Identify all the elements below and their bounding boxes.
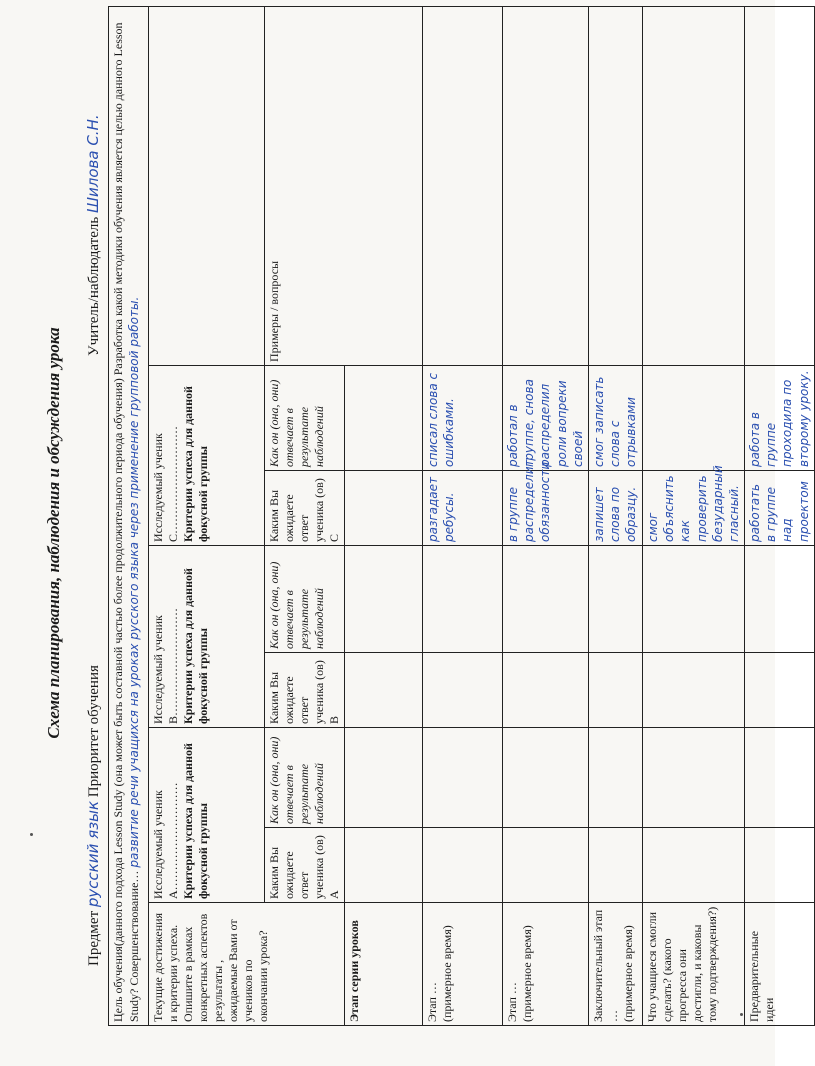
b-how-4 (642, 546, 744, 653)
a-how-5 (745, 728, 815, 828)
b-how-head: Как он (она, они) отвечает в результате наблюдений (265, 546, 345, 653)
stage-1-title: Этап … (425, 982, 439, 1022)
observer-value: Шилова С.Н. (84, 114, 102, 214)
c-expect-0 (345, 471, 423, 546)
a-expect-4 (642, 828, 744, 903)
subject-value: русский язык (84, 800, 102, 908)
b-how-3 (588, 546, 642, 653)
student-c-header (149, 366, 265, 546)
b-how-0 (345, 546, 423, 653)
a-how-4 (642, 728, 744, 828)
b-expect-4 (642, 653, 744, 728)
a-how-2 (503, 728, 589, 828)
examples-5 (745, 6, 815, 365)
final-stage-time: (примерное время) (620, 925, 635, 1022)
c-expect-4: смог объяснить как проверить безударный гласный. (642, 471, 744, 546)
b-expect-0 (345, 653, 423, 728)
c-how-4 (642, 366, 744, 471)
c-how-2: работал в группе, снова распределил роли вопреки своей (503, 366, 589, 471)
stage-2 (503, 903, 589, 1026)
subject-line (84, 665, 103, 966)
c-how-1: списал слова с ошибками. (423, 366, 503, 471)
page-title: Схема планирования, наблюдения и обсуждения урока (44, 327, 63, 739)
student-c-criteria: Критерии успеха для данной фокусной группы (181, 386, 210, 542)
blank-top-cell (149, 6, 265, 365)
criteria-cell: Текущие достижения и критерии успеха. Опишите в рамках конкретных аспектов результаты , ожидаемые Вами от учеников по окончании урока? (149, 903, 345, 1026)
a-how-3 (588, 728, 642, 828)
ideas-cell: Предварительные идеи (745, 903, 815, 1026)
b-how-1 (423, 546, 503, 653)
lesson-study-table (108, 6, 815, 1026)
a-expect-1 (423, 828, 503, 903)
examples-header: Примеры / вопросы (265, 6, 423, 365)
a-how-0 (345, 728, 423, 828)
observer-label: Учитель/наблюдатель (86, 216, 102, 356)
c-expect-2: в группе распределит обязанности (503, 471, 589, 546)
c-how-0 (345, 366, 423, 471)
scan-speck (30, 833, 33, 836)
examples-2 (503, 6, 589, 365)
observer-line (84, 114, 103, 356)
a-expect-3 (588, 828, 642, 903)
final-stage-title: Заключительный этап … (590, 909, 620, 1022)
student-b-title: Исследуемый ученик В……………………… (151, 607, 180, 724)
b-how-5 (745, 546, 815, 653)
final-stage (588, 903, 642, 1026)
scan-speck (740, 1013, 743, 1016)
stage-2-title: Этап … (505, 982, 519, 1022)
b-expect-1 (423, 653, 503, 728)
b-expect-2 (503, 653, 589, 728)
stage-2-time: (примерное время) (520, 925, 534, 1022)
c-expect-1: разгадает ребусы. (423, 471, 503, 546)
c-how-head: Как он (она, они) отвечает в результате наблюдений (265, 366, 345, 471)
priority-label: Приоритет обучения (86, 665, 102, 798)
c-expect-head: Каким Вы ожидаете ответ ученика (ов) С (265, 471, 345, 546)
b-how-2 (503, 546, 589, 653)
examples-1 (423, 6, 503, 365)
progress-cell: Что учащиеся смогли сделать? (какого прогресса они достигли, и каковы тому подтверждения?) (642, 903, 744, 1026)
a-expect-head: Каким Вы ожидаете ответ ученика (ов) А (265, 828, 345, 903)
stage-1 (423, 903, 503, 1026)
student-a-header (149, 728, 265, 903)
examples-3 (588, 6, 642, 365)
c-expect-3: запишет слова по образцу. (588, 471, 642, 546)
a-how-head: Как он (она, они) отвечает в результате наблюдений (265, 728, 345, 828)
a-expect-5 (745, 828, 815, 903)
a-expect-2 (503, 828, 589, 903)
student-b-header (149, 546, 265, 728)
a-expect-0 (345, 828, 423, 903)
goal-text: Цель обучения(данного подхода Lesson Study (она может быть составной частью более продолжительного периода обучения) Разработка какой методики обучения является целью данного Lesson Study? Совершенствование… (111, 22, 141, 1022)
student-c-title: Исследуемый ученик С……………………… (151, 425, 180, 542)
student-b-criteria: Критерии успеха для данной фокусной группы (181, 568, 210, 724)
c-expect-5: работать в группе над проектом (745, 471, 815, 546)
b-expect-head: Каким Вы ожидаете ответ ученика (ов) В (265, 653, 345, 728)
student-a-criteria: Критерии успеха для данной фокусной группы (181, 743, 210, 899)
b-expect-5 (745, 653, 815, 728)
stage-1-time: (примерное время) (440, 925, 454, 1022)
student-a-title: Исследуемый ученик А……………………… (151, 782, 180, 899)
examples-4 (642, 6, 744, 365)
subject-label: Предмет (86, 910, 102, 966)
c-how-3: смог записать слова с отрывками (588, 366, 642, 471)
goal-handwritten: развитие речи учащихся на уроках русского языка через применение групповой работы. (127, 296, 141, 868)
c-how-5: работа в группе проходила по второму уроку. (745, 366, 815, 471)
stages-header: Этап серии уроков (345, 903, 423, 1026)
b-expect-3 (588, 653, 642, 728)
goal-row (109, 6, 149, 1025)
a-how-1 (423, 728, 503, 828)
